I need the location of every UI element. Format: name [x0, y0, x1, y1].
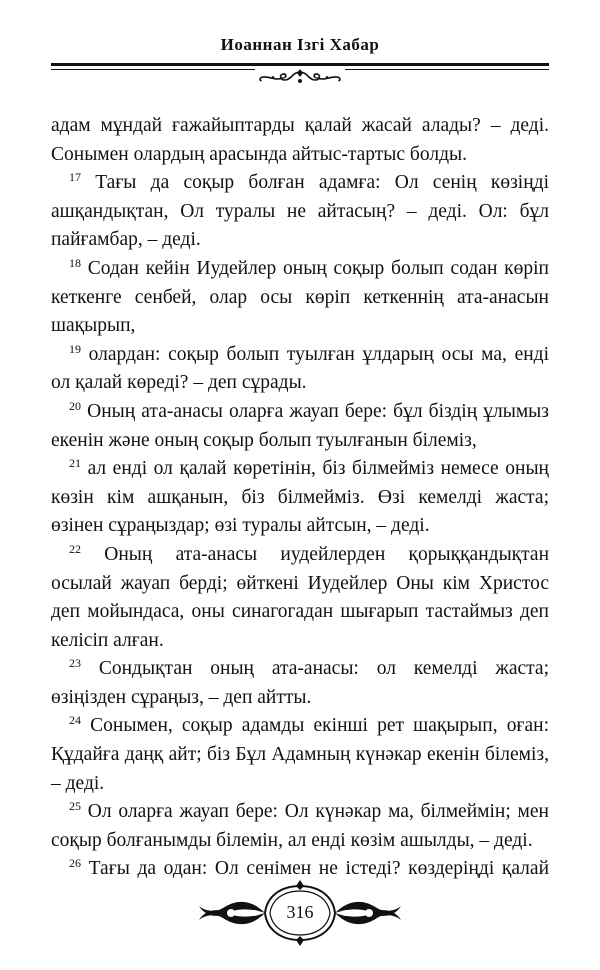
- text-line: [51, 512, 549, 541]
- line-text: екенін және оның соқыр болып туылғанын білеміз,: [51, 429, 477, 451]
- line-text: Ол оларға жауап бере: Ол күнәкар ма, білмеймін; мен: [81, 801, 549, 823]
- header-ornament-icon: [255, 68, 345, 86]
- line-text: ал енді ол қалай көретінін, біз білмейміз немесе оның: [81, 458, 549, 480]
- text-line: [51, 627, 549, 656]
- text-line: [51, 198, 549, 227]
- text-line: [51, 570, 549, 599]
- text-line: [51, 427, 549, 456]
- text-line: [51, 255, 549, 284]
- text-line: [51, 284, 549, 313]
- line-text: Содан кейін Иудейлер оның соқыр болып содан көріп: [81, 257, 549, 279]
- verse-number: 22: [69, 541, 81, 556]
- verse-number: 19: [69, 341, 81, 356]
- scripture-text: [51, 112, 549, 884]
- verse-number: 26: [69, 856, 81, 871]
- page-number: 316: [286, 902, 314, 922]
- line-text: адам мұндай ғажайыптарды қалай жасай алады? – деді.: [51, 115, 549, 136]
- verse-number: 25: [69, 799, 81, 814]
- text-line: [51, 770, 549, 799]
- text-line: [51, 798, 549, 827]
- verse-number: 20: [69, 398, 81, 413]
- line-text: Оның ата-анасы оларға жауап бере: бұл біздің ұлымыз: [81, 400, 549, 422]
- text-line: [51, 369, 549, 398]
- line-text: Сонымен олардың арасында айтыс-тартыс болды.: [51, 143, 467, 165]
- line-text: Сонымен, соқыр адамды екінші рет шақырып, оған:: [81, 715, 549, 737]
- text-line: [51, 655, 549, 684]
- line-text: пайғамбар, – деді.: [51, 229, 201, 251]
- line-text: олардан: соқыр болып туылған ұлдарың осы ма, енді: [81, 343, 549, 365]
- line-text: шақырып,: [51, 315, 136, 337]
- text-line: [51, 226, 549, 255]
- line-text: келісіп алған.: [51, 629, 164, 651]
- text-line: [51, 827, 549, 856]
- text-line: [51, 341, 549, 370]
- line-text: – деді.: [51, 772, 105, 794]
- line-text: соқыр болғанымды білемін, ал енді көзім ашылды, – деді.: [51, 829, 533, 851]
- text-line: [51, 598, 549, 627]
- verse-number: 17: [69, 170, 81, 185]
- text-line: [51, 141, 549, 170]
- line-text: осылай жауап берді; өйткені Иудейлер Оны кім Христос: [51, 572, 549, 594]
- line-text: Құдайға даңқ айт; біз Бұл Адамның күнәкар екенін білеміз,: [51, 744, 549, 766]
- text-line: [51, 398, 549, 427]
- page-footer: [195, 878, 405, 948]
- line-text: Сондықтан оның ата-анасы: ол кемелді жаста;: [81, 658, 549, 680]
- text-line: [51, 741, 549, 770]
- line-text: кеткенге сенбей, олар осы көріп кеткеннің ата-анасын: [51, 286, 549, 308]
- line-text: Оның ата-анасы иудейлерден қорыққандықтан: [81, 543, 549, 565]
- header-rule-thick: [51, 63, 549, 66]
- line-text: деп мойындаса, оны синагогадан шығарып тастаймыз деп: [51, 601, 549, 623]
- line-text: Тағы да одан: Ол сенімен не істеді? көздеріңді қалай: [81, 858, 549, 880]
- line-text: Тағы да соқыр болған адамға: Ол сенің көзіңді: [81, 172, 549, 194]
- verse-number: 18: [69, 255, 81, 270]
- text-line: [51, 541, 549, 570]
- text-line: [51, 312, 549, 341]
- line-text: көзін кім ашқанын, біз білмейміз. Өзі кемелді жаста;: [51, 486, 549, 508]
- line-text: ашқандықтан, Ол туралы не айтасың? – деді. Ол: бұл: [51, 200, 549, 222]
- verse-number: 24: [69, 713, 81, 728]
- verse-number: 21: [69, 456, 81, 471]
- text-line: [51, 112, 549, 141]
- text-line: [51, 712, 549, 741]
- text-line: [51, 684, 549, 713]
- line-text: ол қалай көреді? – деп сұрады.: [51, 372, 307, 394]
- text-line: [51, 169, 549, 198]
- text-line: [51, 455, 549, 484]
- text-line: [51, 484, 549, 513]
- running-title: Иоаннан Ізгі Хабар: [220, 35, 380, 54]
- line-text: өзіңізден сұраңыз, – деп айтты.: [51, 686, 312, 708]
- verse-number: 23: [69, 656, 81, 671]
- line-text: өзінен сұраңыздар; өзі туралы айтсын, – деді.: [51, 515, 430, 537]
